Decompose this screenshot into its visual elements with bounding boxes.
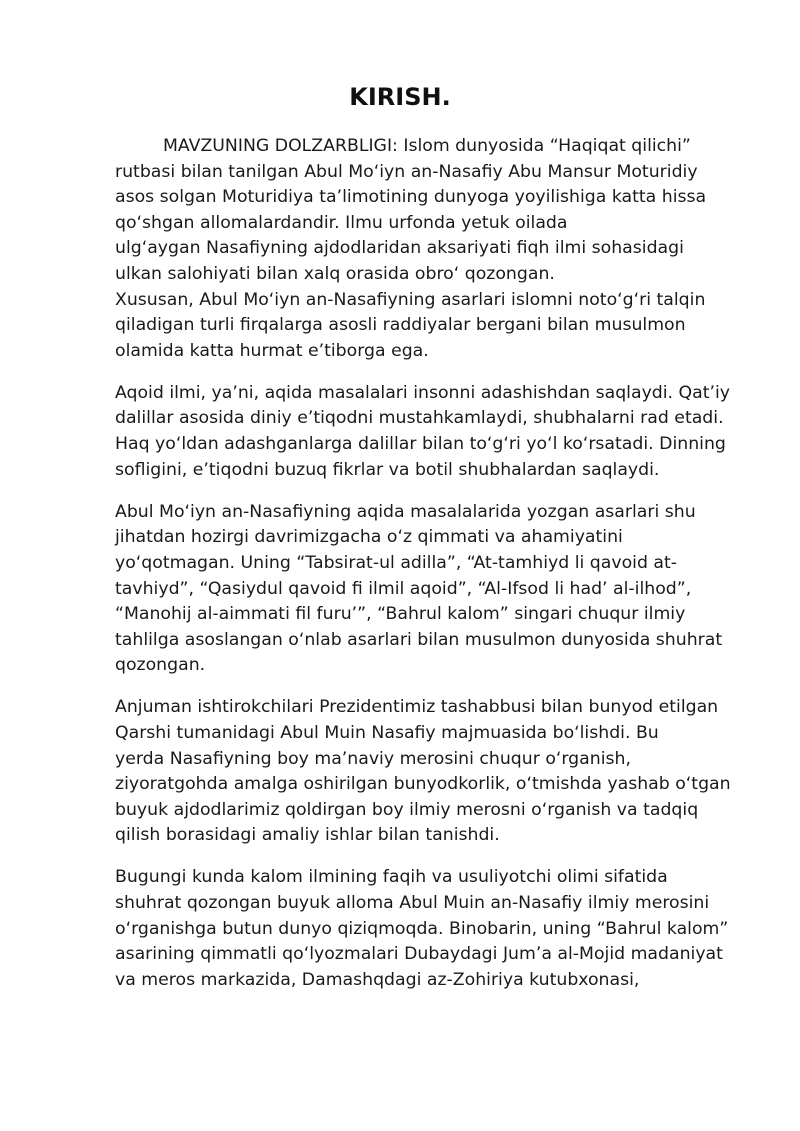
paragraph-line: “Manohij al-aimmati fil furu’”, “Bahrul kalom” singari chuqur ilmiy	[115, 604, 686, 625]
paragraph-legacy	[115, 865, 745, 993]
paragraph-line: tavhiyd”, “Qasiydul qavoid fi ilmil aqoid”, “Al-Ifsod li had’ al-ilhod”,	[115, 578, 692, 599]
paragraph-aqoid	[115, 381, 745, 483]
document-body	[115, 134, 745, 1010]
paragraph-conference	[115, 695, 745, 849]
paragraph-line: qo‘shgan allomalardandir. Ilmu urfonda yetuk oilada	[115, 212, 568, 233]
paragraph-line: Xususan, Abul Mo‘iyn an-Nasafiyning asarlari islomni noto‘g‘ri talqin	[115, 289, 706, 310]
paragraph-line: olamida katta hurmat e’tiborga ega.	[115, 340, 429, 361]
paragraph-works	[115, 500, 745, 679]
paragraph-line: qilish borasidagi amaliy ishlar bilan tanishdi.	[115, 825, 500, 846]
paragraph-line: asarining qimmatli qo‘lyozmalari Dubaydagi Jum’a al-Mojid madaniyat	[115, 944, 723, 965]
paragraph-line: ziyoratgohda amalga oshirilgan bunyodkorlik, o‘tmishda yashab o‘tgan	[115, 774, 731, 795]
line-text: MAVZUNING DOLZARBLIGI: Islom dunyosida “Haqiqat qilichi”	[163, 136, 691, 156]
paragraph-line: Anjuman ishtirokchilari Prezidentimiz tashabbusi bilan bunyod etilgan	[115, 697, 719, 718]
paragraph-line: Abul Mo‘iyn an-Nasafiyning aqida masalalarida yozgan asarlari shu	[115, 501, 696, 522]
paragraph-line: va meros markazida, Damashqdagi az-Zohiriya kutubxonasi,	[115, 969, 640, 990]
paragraph-line: yerda Nasafiyning boy ma’naviy merosini chuqur o‘rganish,	[115, 748, 631, 769]
paragraph-line: buyuk ajdodlarimiz qoldirgan boy ilmiy merosni o‘rganish va tadqiq	[115, 799, 699, 820]
paragraph-line: qiladigan turli firqalarga asosli raddiyalar bergani bilan musulmon	[115, 315, 686, 336]
paragraph-line: tahlilga asoslangan o‘nlab asarlari bilan musulmon dunyosida shuhrat	[115, 629, 723, 650]
paragraph-line: qozongan.	[115, 655, 206, 676]
paragraph-line: ulg‘aygan Nasafiyning ajdodlaridan aksariyati fiqh ilmi sohasidagi	[115, 238, 684, 259]
paragraph-line: ulkan salohiyati bilan xalq orasida obro‘ qozongan.	[115, 263, 555, 284]
page-title: KIRISH.	[349, 83, 451, 111]
paragraph-line: Haq yo‘ldan adashganlarga dalillar bilan to‘g‘ri yo‘l ko‘rsatadi. Dinning	[115, 434, 726, 455]
paragraph-line: rutbasi bilan tanilgan Abul Mo‘iyn an-Nasafiy Abu Mansur Moturidiy	[115, 161, 698, 182]
paragraph-line: asos solgan Moturidiya ta’limotining dunyoga yoyilishiga katta hissa	[115, 187, 707, 208]
paragraph-line: sofligini, e’tiqodni buzuq fikrlar va botil shubhalardan saqlaydi.	[115, 459, 660, 480]
paragraph-relevance	[115, 134, 745, 364]
paragraph-line	[115, 134, 745, 160]
paragraph-line: Bugungi kunda kalom ilmining faqih va usuliyotchi olimi sifatida	[115, 867, 668, 888]
paragraph-line: shuhrat qozongan buyuk alloma Abul Muin an-Nasafiy ilmiy merosini	[115, 893, 710, 914]
paragraph-line: Aqoid ilmi, ya’ni, aqida masalalari insonni adashishdan saqlaydi. Qat’iy	[115, 382, 731, 403]
paragraph-line: dalillar asosida diniy e’tiqodni mustahkamlaydi, shubhalarni rad etadi.	[115, 408, 724, 429]
paragraph-line: o‘rganishga butun dunyo qiziqmoqda. Binobarin, uning “Bahrul kalom”	[115, 918, 729, 939]
paragraph-line: yo‘qotmagan. Uning “Tabsirat-ul adilla”, “At-tamhiyd li qavoid at-	[115, 552, 678, 573]
paragraph-line: jihatdan hozirgi davrimizgacha o‘z qimmati va ahamiyatini	[115, 527, 623, 548]
paragraph-line: Qarshi tumanidagi Abul Muin Nasafiy majmuasida bo‘lishdi. Bu	[115, 722, 659, 743]
